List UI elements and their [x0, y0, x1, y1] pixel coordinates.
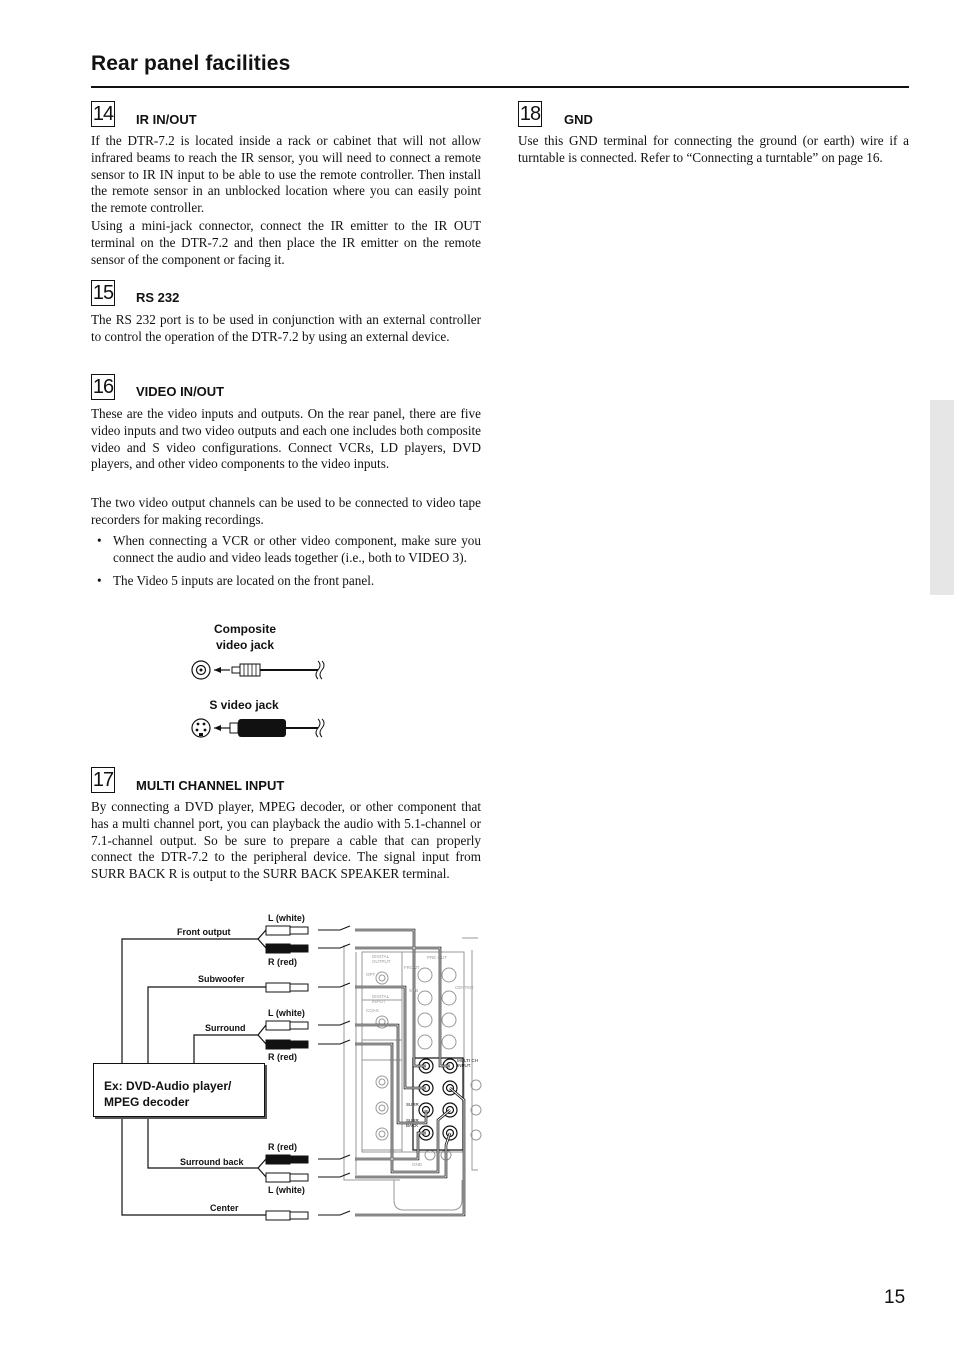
front-r-red-label: R (red)	[268, 957, 297, 967]
panel-label-coax: COAX	[366, 1008, 379, 1013]
rs232-paragraph: The RS 232 port is to be used in conjunction with an external controller to control the operation of the DTR-7.2 by using an external device.	[91, 312, 481, 344]
s-video-jack-label: S video jack	[209, 698, 279, 712]
ir-paragraph-2: Using a mini-jack connector, connect the IR emitter to the IR OUT terminal on the DTR-7.2 and then place the IR emitter on the remote sensor of the component or facing it.	[91, 218, 481, 267]
center-label: Center	[210, 1203, 239, 1213]
section-heading-gnd: GND	[564, 112, 593, 127]
multi-paragraph: By connecting a DVD player, MPEG decoder, or other component that has a multi channel port, you can playback the audio with 5.1-channel or 7.1-channel output. So be sure to prepare a cable that can properly connect the DTR-7.2 to the peripheral device. The signal input from SURR BACK R is output to the SURR BACK SPEAKER terminal.	[91, 799, 481, 882]
list-item: • When connecting a VCR or other video component, make sure you connect the audio and video leads together (i.e., both to VIDEO 3).	[97, 533, 481, 565]
panel-label-opt: OPT	[366, 972, 376, 977]
panel-label-surr-back: SURR BACK	[406, 1118, 419, 1128]
list-item: • The Video 5 inputs are located on the front panel.	[97, 572, 375, 588]
section-heading-video: VIDEO IN/OUT	[136, 384, 225, 399]
section-heading-multi: MULTI CHANNEL INPUT	[136, 778, 285, 793]
composite-jack-label: Composite video jack	[213, 622, 276, 652]
page-title: Rear panel facilities	[91, 52, 291, 75]
panel-label-front: FRONT	[404, 965, 420, 970]
surround-back-l-white-label: L (white)	[268, 1185, 305, 1195]
section-number-16: 16	[92, 376, 114, 398]
surround-l-white-label: L (white)	[268, 1008, 305, 1018]
surround-label: Surround	[205, 1023, 246, 1033]
section-number-18: 18	[519, 103, 541, 125]
panel-label-sub: SUB	[409, 988, 419, 993]
panel-label-center: CENTER	[455, 985, 474, 990]
video-paragraph-1: These are the video inputs and outputs. On the rear panel, there are five video inputs and two video outputs and each one includes both composite video and S video configurations. Connect VCRs, LD players, DVD players, and other video components to the video inputs.	[91, 406, 481, 472]
section-number-17: 17	[92, 769, 114, 791]
gnd-paragraph: Use this GND terminal for connecting the ground (or earth) wire if a turntable is connected. Refer to “Connecting a turntable” on page 16.	[518, 133, 909, 165]
section-heading-ir: IR IN/OUT	[136, 112, 197, 127]
front-l-white-label: L (white)	[268, 913, 305, 923]
dvd-audio-player-label: Ex: DVD-Audio player/ MPEG decoder	[104, 1079, 232, 1109]
section-number-15: 15	[92, 282, 114, 304]
surround-r-red-label: R (red)	[268, 1052, 297, 1062]
panel-label-surr: SURR	[406, 1102, 419, 1107]
surround-back-r-red-label: R (red)	[268, 1142, 297, 1152]
panel-label-multi-input: MULTI CH INPUT	[457, 1058, 478, 1068]
section-heading-rs232: RS 232	[136, 290, 180, 305]
front-output-label: Front output	[177, 927, 231, 937]
panel-label-digital-input: DIGITAL INPUT	[372, 994, 390, 1004]
panel-label-pre-out: PRE OUT	[427, 955, 448, 960]
video-paragraph-2: The two video output channels can be used to be connected to video tape recorders for making recordings.	[91, 495, 481, 527]
surround-back-label: Surround back	[180, 1157, 244, 1167]
subwoofer-label: Subwoofer	[198, 974, 245, 984]
ir-paragraph-1: If the DTR-7.2 is located inside a rack or cabinet that will not allow infrared beams to reach the IR sensor, you will need to connect a remote sensor to IR IN input to be able to use the remote controller. Then install the remote sensor in an unblocked location where you can easily point the remote controller.	[91, 133, 481, 216]
panel-label-digital-output: DIGITAL OUTPUT	[372, 954, 391, 964]
page-number: 15	[884, 1287, 906, 1308]
panel-label-gnd: GND	[412, 1162, 422, 1167]
section-number-14: 14	[92, 103, 114, 125]
